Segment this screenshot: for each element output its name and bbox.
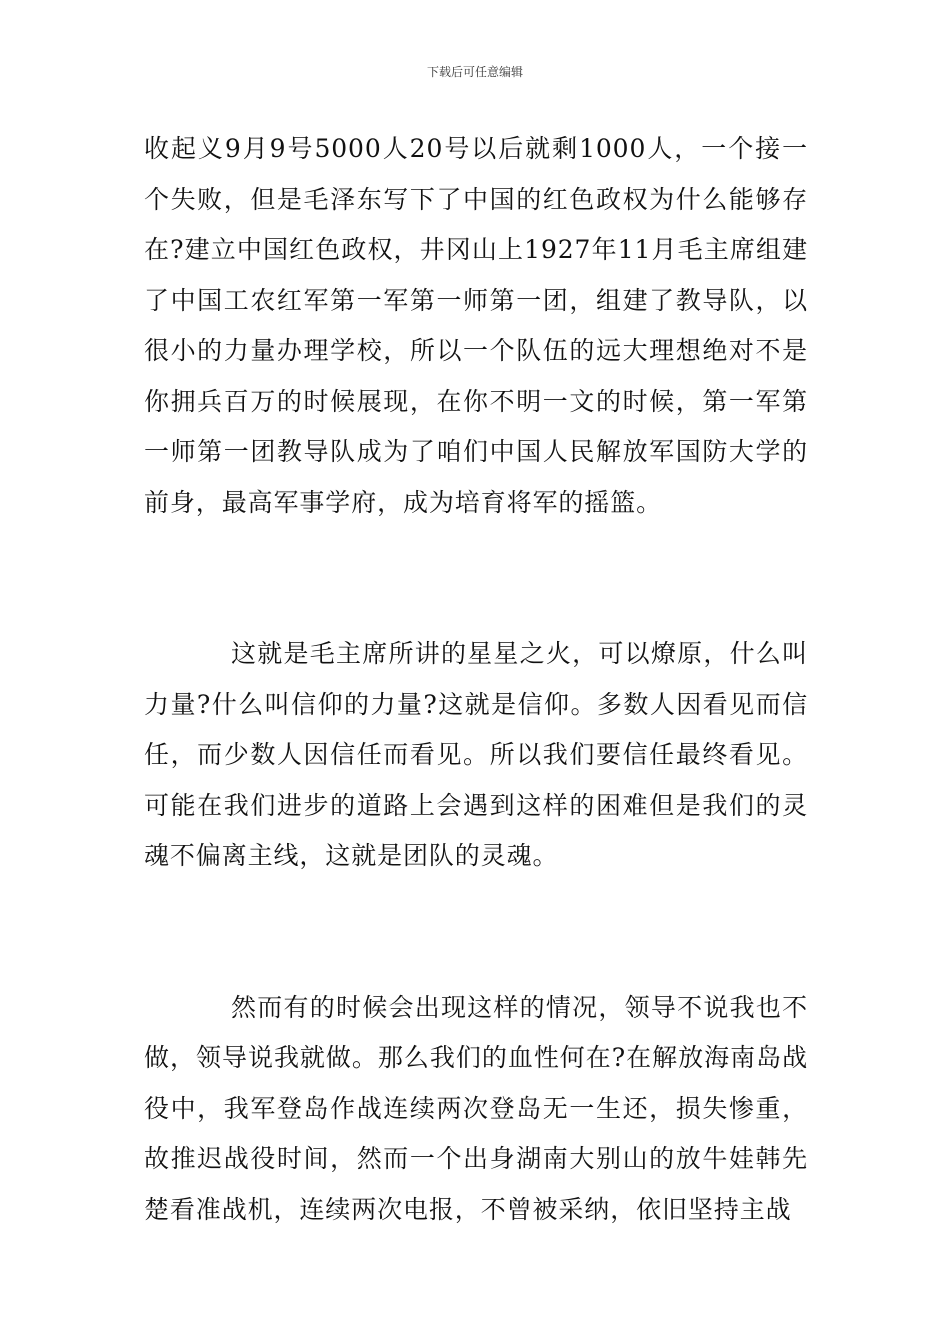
page-header-note: 下载后可任意编辑 [426,65,523,79]
paragraph-2: 这就是毛主席所讲的星星之火，可以燎原，什么叫力量?什么叫信仰的力量?这就是信仰。多数人因看见而信任，而少数人因信任而看见。所以我们要信任最终看见。可能在我们进步的道路上会遇到这样的困难但是我们的灵魂不偏离主线，这就是团队的灵魂。 [144,639,808,870]
paragraph-1: 收起义9月9号5000人20号以后就剩1000人，一个接一个失败，但是毛泽东写下了中国的红色政权为什么能够存在?建立中国红色政权，井冈山上1927年11月毛主席组建了中国工农红军第一军第一师第一团，组建了教导队，以很小的力量办理学校，所以一个队伍的远大理想绝对不是你拥兵百万的时候展现，在你不明一文的时候，第一军第一师第一团教导队成为了咱们中国人民解放军国防大学的前身，最高军事学府，成为培育将军的摇篮。 [144,134,808,517]
paragraph-spacer [144,882,808,983]
document-body [144,124,808,1235]
paragraph-spacer [144,528,808,629]
paragraph-3: 然而有的时候会出现这样的情况，领导不说我也不做，领导说我就做。那么我们的血性何在?在解放海南岛战役中，我军登岛作战连续两次登岛无一生还，损失惨重，故推迟战役时间，然而一个出身湖南大别山的放牛娃韩先楚看准战机，连续两次电报，不曾被采纳，依旧坚持主战 [144,992,808,1224]
